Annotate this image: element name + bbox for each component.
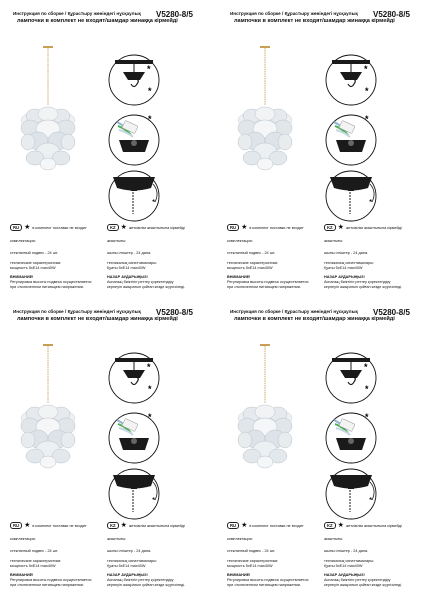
star-icon: ★ bbox=[241, 224, 248, 231]
model-number: V5280-8/5 bbox=[156, 10, 193, 19]
header-title: Инструкция по сборке / Құрастыру жөніндегі нұсқаулық bbox=[230, 11, 358, 16]
kz-flag-badge: KZ bbox=[324, 522, 336, 529]
ru-warning-line1: Регулировка высоты подвеса осуществляется bbox=[10, 578, 92, 582]
ceiling-mount-step-icon bbox=[326, 55, 376, 105]
wiring-connection-step-icon bbox=[109, 114, 159, 165]
ru-warning-line2: при отключенном питающем напряжении. bbox=[227, 583, 301, 587]
kz-warning-line2: кернеуін ажыратып қойған кезде жүргізіледі. bbox=[107, 583, 186, 587]
ru-warning-line1: Регулировка высоты подвеса осуществляется bbox=[227, 578, 309, 582]
star-icon: ★ bbox=[120, 522, 127, 529]
svg-text:*: * bbox=[148, 412, 152, 422]
ru-warning-line1: Регулировка высоты подвеса осуществляется bbox=[227, 280, 309, 284]
ru-star-row bbox=[10, 223, 106, 232]
ru-specs-value: мощность 5хЕ14 max40W bbox=[227, 564, 273, 568]
wiring-connection-step-icon bbox=[109, 412, 159, 463]
star-icon: ★ bbox=[24, 224, 31, 231]
ru-star-note: в комплект поставки не входит bbox=[249, 225, 304, 230]
ru-star-row bbox=[10, 521, 106, 530]
kz-star-row bbox=[324, 223, 422, 232]
ru-warning-title: ВНИМАНИЕ! bbox=[227, 573, 251, 577]
ru-warning-line2: при отключенном питающем напряжении. bbox=[10, 583, 84, 587]
kz-info-block bbox=[107, 521, 205, 587]
canopy-chain-step-icon bbox=[326, 469, 376, 519]
kz-pendants: шыны ілгіштер - 24 дана. bbox=[107, 251, 152, 255]
star-icon: ★ bbox=[241, 522, 248, 529]
star-icon: ★ bbox=[120, 224, 127, 231]
ru-specs-label: технические характеристики: bbox=[10, 261, 62, 265]
header-lamps-note: лампочки в комплект не входят/шамдар жинаққа кірмейді bbox=[17, 316, 178, 322]
kz-star-note: жеткізілім жиынтығына кірмейді bbox=[128, 523, 185, 528]
instruction-panel-top-right bbox=[222, 10, 422, 300]
ru-star-note: в комплект поставки не входит bbox=[32, 523, 87, 528]
svg-text:*: * bbox=[147, 64, 151, 74]
ru-warning-line2: при отключенном питающем напряжении. bbox=[227, 285, 301, 289]
canopy-chain-step-icon bbox=[109, 469, 159, 519]
ru-warning-title: ВНИМАНИЕ! bbox=[227, 275, 251, 279]
chandelier-illustration bbox=[238, 46, 292, 170]
kz-lamps-label: жиынтығы: bbox=[324, 537, 344, 541]
svg-text:*: * bbox=[365, 114, 369, 124]
kz-lamps-label: жиынтығы: bbox=[107, 537, 127, 541]
ru-star-note: в комплект поставки не входит bbox=[249, 523, 304, 528]
svg-text:*: * bbox=[148, 384, 152, 394]
model-number: V5280-8/5 bbox=[373, 10, 410, 19]
ru-specs-label: технические характеристики: bbox=[227, 559, 279, 563]
canopy-chain-step-icon bbox=[326, 171, 376, 221]
ru-warning-title: ВНИМАНИЕ! bbox=[10, 573, 34, 577]
kz-warning-title: НАЗАР АУДАРЫҢЫЗ! bbox=[107, 275, 148, 279]
wiring-connection-step-icon bbox=[326, 114, 376, 165]
star-icon: ★ bbox=[24, 522, 31, 529]
illustrations bbox=[5, 10, 205, 300]
chandelier-illustration bbox=[238, 344, 292, 468]
ru-star-note: в комплект поставки не входит bbox=[32, 225, 87, 230]
svg-text:*: * bbox=[364, 362, 368, 372]
ru-lamps-label: комплектация: bbox=[10, 239, 36, 243]
wiring-connection-step-icon bbox=[326, 412, 376, 463]
kz-pendants: шыны ілгіштер - 24 дана. bbox=[107, 549, 152, 553]
svg-text:*: * bbox=[147, 362, 151, 372]
ru-lamps-label: комплектация: bbox=[227, 239, 253, 243]
ru-pendants: стеклянный подвес - 24 шт. bbox=[10, 549, 59, 553]
kz-flag-badge: KZ bbox=[324, 224, 336, 231]
kz-star-row bbox=[324, 521, 422, 530]
ru-flag-badge: RU bbox=[10, 224, 22, 231]
ceiling-mount-step-icon bbox=[109, 55, 159, 105]
ru-info-block bbox=[10, 521, 106, 587]
ru-warning-line1: Регулировка высоты подвеса осуществляется bbox=[10, 280, 92, 284]
ru-warning-title: ВНИМАНИЕ! bbox=[10, 275, 34, 279]
header-lamps-note: лампочки в комплект не входят/шамдар жинаққа кірмейді bbox=[234, 316, 395, 322]
illustrations bbox=[5, 308, 205, 598]
kz-lamps-label: жиынтығы: bbox=[107, 239, 127, 243]
kz-specs-label: техникалық сипаттамалары: bbox=[107, 559, 157, 563]
header-title: Инструкция по сборке / Құрастыру жөніндегі нұсқаулық bbox=[13, 309, 141, 314]
ru-pendants: стеклянный подвес - 24 шт. bbox=[10, 251, 59, 255]
illustrations bbox=[222, 10, 422, 300]
ru-specs-label: технические характеристики: bbox=[227, 261, 279, 265]
ru-specs-value: мощность 5хЕ14 max40W bbox=[10, 564, 56, 568]
instruction-panel-bottom-right bbox=[222, 308, 422, 598]
ru-flag-badge: RU bbox=[227, 224, 239, 231]
ru-flag-badge: RU bbox=[227, 522, 239, 529]
kz-star-row bbox=[107, 521, 205, 530]
kz-warning-title: НАЗАР АУДАРЫҢЫЗ! bbox=[324, 573, 365, 577]
ru-info-block bbox=[10, 223, 106, 289]
kz-specs-label: техникалық сипаттамалары: bbox=[107, 261, 157, 265]
kz-star-note: жеткізілім жиынтығына кірмейді bbox=[345, 523, 402, 528]
kz-specs-value: Қуаты 5хЕ14 max40W bbox=[107, 266, 146, 270]
kz-star-row bbox=[107, 223, 205, 232]
kz-pendants: шыны ілгіштер - 24 дана. bbox=[324, 251, 369, 255]
star-icon: ★ bbox=[337, 224, 344, 231]
header-title: Инструкция по сборке / Құрастыру жөніндегі нұсқаулық bbox=[230, 309, 358, 314]
ru-specs-label: технические характеристики: bbox=[10, 559, 62, 563]
kz-specs-label: техникалық сипаттамалары: bbox=[324, 261, 374, 265]
ru-info-block bbox=[227, 521, 323, 587]
svg-text:*: * bbox=[148, 114, 152, 124]
kz-warning-line2: кернеуін ажыратып қойған кезде жүргізіледі. bbox=[324, 285, 403, 289]
ru-warning-line2: при отключенном питающем напряжении. bbox=[10, 285, 84, 289]
kz-warning-title: НАЗАР АУДАРЫҢЫЗ! bbox=[107, 573, 148, 577]
chandelier-illustration bbox=[21, 46, 75, 170]
ru-specs-value: мощность 5хЕ14 max40W bbox=[227, 266, 273, 270]
instruction-panel-bottom-left bbox=[5, 308, 205, 598]
kz-flag-badge: KZ bbox=[107, 522, 119, 529]
kz-star-note: жеткізілім жиынтығына кірмейді bbox=[128, 225, 185, 230]
header-lamps-note: лампочки в комплект не входят/шамдар жинаққа кірмейді bbox=[17, 18, 178, 24]
kz-warning-line1: Аспаның биіктігін реттеу қоректендіру bbox=[107, 578, 174, 582]
svg-text:*: * bbox=[364, 64, 368, 74]
ru-pendants: стеклянный подвес - 24 шт. bbox=[227, 251, 276, 255]
model-number: V5280-8/5 bbox=[373, 308, 410, 317]
kz-warning-line2: кернеуін ажыратып қойған кезде жүргізіледі. bbox=[107, 285, 186, 289]
kz-warning-title: НАЗАР АУДАРЫҢЫЗ! bbox=[324, 275, 365, 279]
header-title: Инструкция по сборке / Құрастыру жөніндегі нұсқаулық bbox=[13, 11, 141, 16]
svg-text:*: * bbox=[365, 412, 369, 422]
svg-text:*: * bbox=[365, 384, 369, 394]
model-number: V5280-8/5 bbox=[156, 308, 193, 317]
ceiling-mount-step-icon bbox=[326, 353, 376, 403]
ru-pendants: стеклянный подвес - 24 шт. bbox=[227, 549, 276, 553]
canopy-chain-step-icon bbox=[109, 171, 159, 221]
svg-text:*: * bbox=[148, 86, 152, 96]
kz-flag-badge: KZ bbox=[107, 224, 119, 231]
kz-info-block bbox=[324, 521, 422, 587]
kz-specs-value: Қуаты 5хЕ14 max40W bbox=[324, 564, 363, 568]
kz-warning-line1: Аспаның биіктігін реттеу қоректендіру bbox=[107, 280, 174, 284]
kz-specs-value: Қуаты 5хЕ14 max40W bbox=[324, 266, 363, 270]
kz-info-block bbox=[107, 223, 205, 289]
kz-warning-line1: Аспаның биіктігін реттеу қоректендіру bbox=[324, 578, 391, 582]
kz-star-note: жеткізілім жиынтығына кірмейді bbox=[345, 225, 402, 230]
svg-text:*: * bbox=[365, 86, 369, 96]
kz-warning-line2: кернеуін ажыратып қойған кезде жүргізіледі. bbox=[324, 583, 403, 587]
ru-info-block bbox=[227, 223, 323, 289]
kz-info-block bbox=[324, 223, 422, 289]
ru-star-row bbox=[227, 223, 323, 232]
illustrations bbox=[222, 308, 422, 598]
ru-star-row bbox=[227, 521, 323, 530]
kz-specs-value: Қуаты 5хЕ14 max40W bbox=[107, 564, 146, 568]
star-icon: ★ bbox=[337, 522, 344, 529]
kz-warning-line1: Аспаның биіктігін реттеу қоректендіру bbox=[324, 280, 391, 284]
chandelier-illustration bbox=[21, 344, 75, 468]
ru-specs-value: мощность 5хЕ14 max40W bbox=[10, 266, 56, 270]
ru-lamps-label: комплектация: bbox=[227, 537, 253, 541]
ceiling-mount-step-icon bbox=[109, 353, 159, 403]
header-lamps-note: лампочки в комплект не входят/шамдар жинаққа кірмейді bbox=[234, 18, 395, 24]
instruction-panel-top-left bbox=[5, 10, 205, 300]
ru-flag-badge: RU bbox=[10, 522, 22, 529]
kz-lamps-label: жиынтығы: bbox=[324, 239, 344, 243]
ru-lamps-label: комплектация: bbox=[10, 537, 36, 541]
kz-specs-label: техникалық сипаттамалары: bbox=[324, 559, 374, 563]
kz-pendants: шыны ілгіштер - 24 дана. bbox=[324, 549, 369, 553]
